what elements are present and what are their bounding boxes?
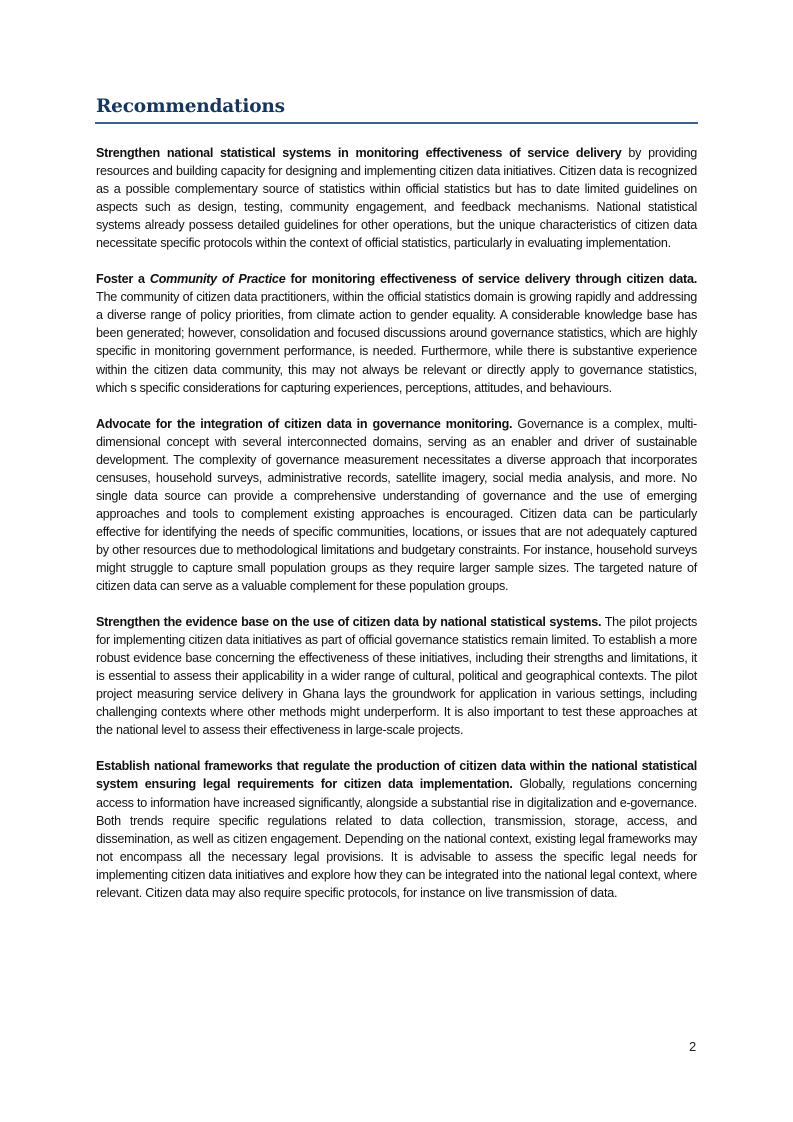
recommendation-text: Governance is a complex, multi-dimensional concept with several interconnected domains, serving as an enabler and driver of sustainable development. The complexity of governance measurement necessitates a diverse approach that incorporates censuses, household surveys, administrative records, satellite imagery, social media analysis, and more. No single data source can provide a comprehensive understanding of governance and the use of emerging approaches and tools to complement existing approaches is encouraged. Citizen data can be particularly effective for identifying the needs of specific communities, locations, or issues that are not adequately captured by other resources due to methodological limitations and budgetary constraints. For instance, household surveys might struggle to capture small population groups as they require larger sample sizes. The targeted nature of citizen data can serve as a valuable complement for these population groups.: [96, 416, 697, 594]
recommendation-lead: [96, 272, 697, 286]
heading-underline-rule: [95, 122, 698, 124]
recommendation-lead: Advocate for the integration of citizen data in governance monitoring.: [96, 416, 513, 431]
recommendation-paragraph-2: [96, 270, 697, 396]
lead-italic-term: Community of Practice: [149, 272, 286, 287]
recommendation-text: by providing resources and building capacity for designing and implementing citizen data initiatives. Citizen data is recognized as a possible complementary source of statistics within official statistics but has to date limited guidelines on aspects such as design, testing, community engagement, and feedback mechanisms. National statistical systems already possess detailed guidelines for other operations, but the unique characteristics of citizen data necessitate specific protocols within the context of official statistics, particularly in evaluating implementation.: [96, 146, 697, 251]
section-heading: Recommendations: [96, 96, 285, 117]
recommendation-text: The pilot projects for implementing citizen data initiatives as part of official governance statistics remain limited. To establish a more robust evidence base concerning the effectiveness of these initiatives, including their strengths and limitations, it is essential to assess their applicability in a wider range of cultural, political and geographical contexts. The pilot project measuring service delivery in Ghana lays the groundwork for application in various settings, including challenging contexts where other methods might underperform. It is also important to test these approaches at the national level to assess their effectiveness in large-scale projects.: [96, 615, 698, 738]
recommendation-lead: Strengthen national statistical systems in monitoring effectiveness of service delivery: [96, 146, 622, 160]
recommendation-paragraph-4: [96, 613, 697, 739]
recommendation-paragraph-1: [96, 144, 697, 252]
recommendation-text: Globally, regulations concerning access to information have increased significantly, alongside a substantial rise in digitalization and e-governance. Both trends require specific regulations related to data collection, transmission, storage, access, and dissemination, as well as citizen engagement. Depending on the national context, existing legal frameworks may not encompass all the necessary legal provisions. It is advisable to assess the specific legal needs for implementing citizen data initiatives and explore how they can be integrated into the national legal context, where relevant. Citizen data may also require specific protocols, for instance on live transmission of data.: [96, 777, 698, 900]
recommendation-lead: Establish national frameworks that regulate the production of citizen data within the national statistical system ensuring legal requirements for citizen data implementation.: [96, 759, 697, 792]
recommendation-lead: Strengthen the evidence base on the use of citizen data by national statistical systems.: [96, 615, 602, 630]
lead-prefix: Foster a: [96, 272, 150, 287]
page-number: 2: [689, 1039, 697, 1054]
recommendation-paragraph-5: [96, 757, 697, 901]
recommendation-paragraph-3: [96, 415, 697, 595]
lead-suffix: for monitoring effectiveness of service delivery through citizen data.: [285, 272, 697, 287]
recommendation-text: The community of citizen data practitioners, within the official statistics domain is growing rapidly and addressing a diverse range of policy priorities, from climate action to gender equality. A considerable knowledge base has been generated; however, consolidation and focused discussions around governance statistics, which are highly specific in monitoring government performance, is needed. Furthermore, while there is substantive experience within the citizen data community, this may not always be relevant or directly apply to governance statistics, which s specific considerations for capturing experiences, perceptions, attitudes, and behaviours.: [96, 290, 697, 395]
recommendations-body: [96, 144, 697, 920]
